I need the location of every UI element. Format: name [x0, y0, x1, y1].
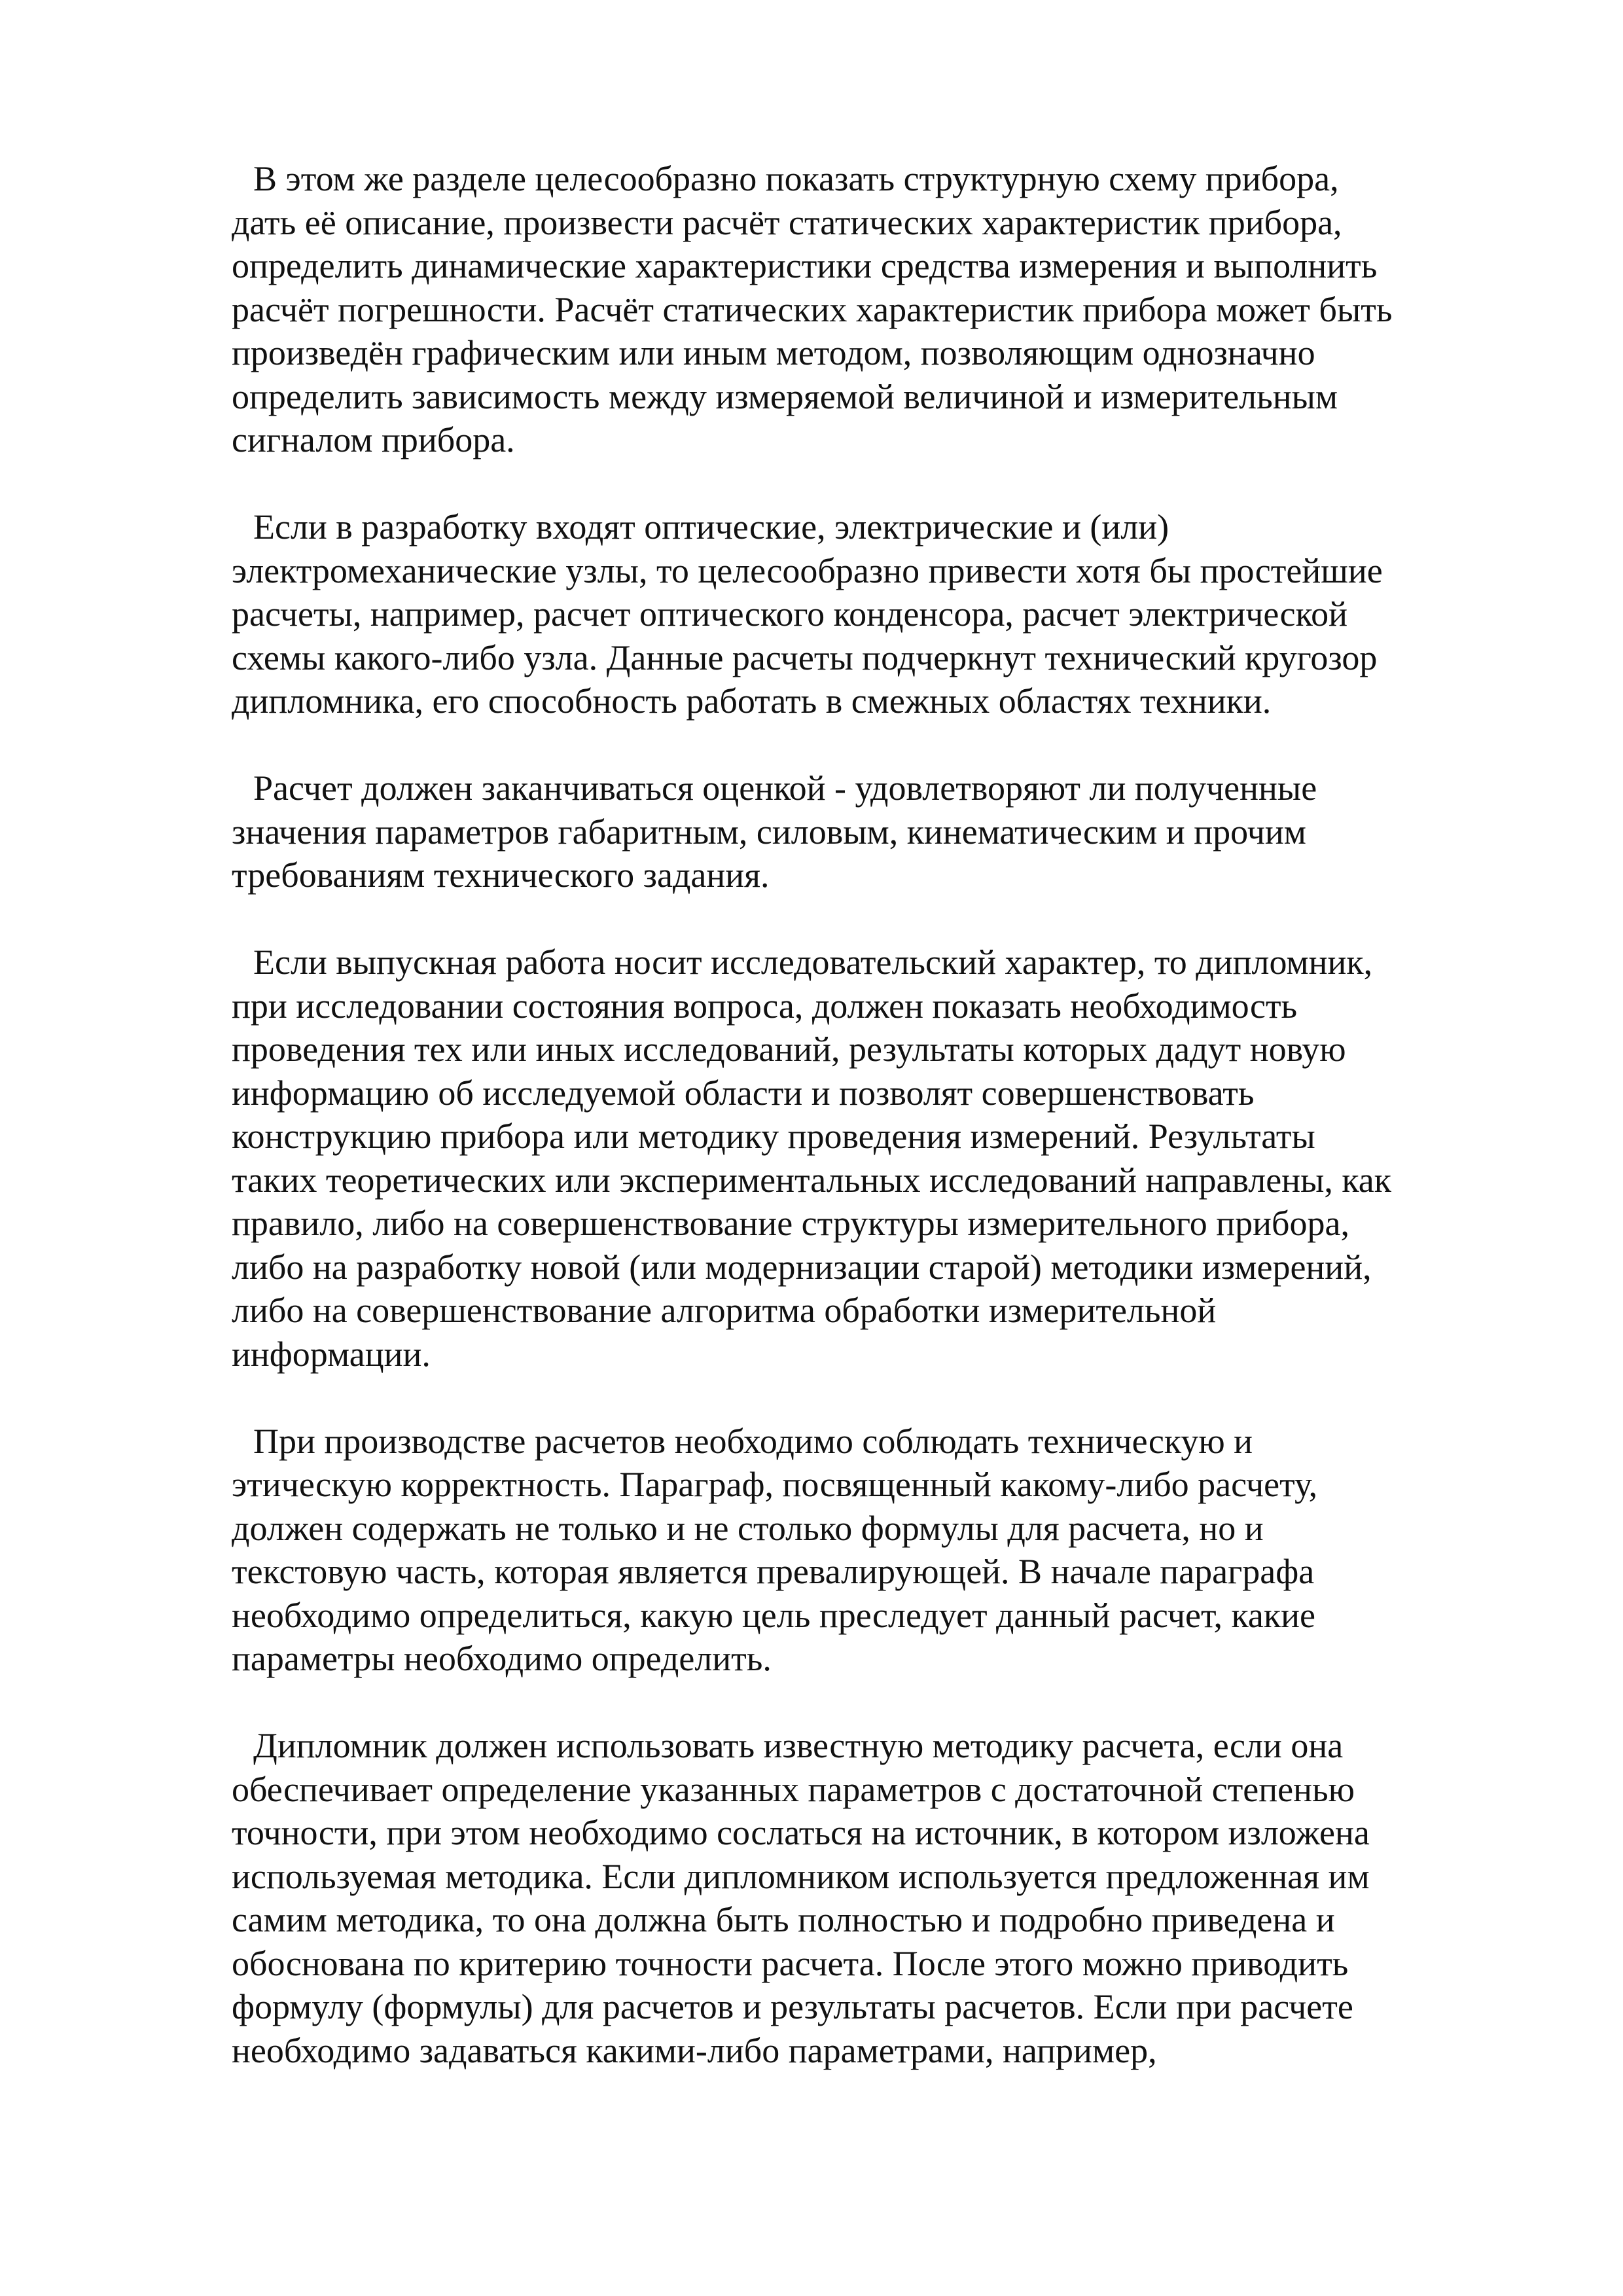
paragraph-line: используемая методика. Если дипломником используется предложенная им	[232, 1856, 1370, 1896]
paragraph-line: Если выпускная работа носит исследовательский характер, то дипломник,	[253, 942, 1373, 982]
document-body	[232, 157, 1488, 2116]
paragraph-line: обеспечивает определение указанных параметров с достаточной степенью	[232, 1769, 1355, 1809]
paragraph-research-character	[232, 941, 1488, 1376]
paragraph-line: проведения тех или иных исследований, результаты которых дадут новую	[232, 1030, 1346, 1069]
paragraph-calculation-correctness	[232, 1420, 1488, 1681]
paragraph-line: либо на совершенствование алгоритма обработки измерительной	[232, 1291, 1217, 1330]
paragraph-line: информации.	[232, 1334, 431, 1374]
paragraph-line: таких теоретических или экспериментальных исследований направлены, как	[232, 1160, 1391, 1200]
paragraph-line: дать её описание, произвести расчёт статических характеристик прибора,	[232, 202, 1342, 242]
paragraph-line: формулу (формулы) для расчетов и результаты расчетов. Если при расчете	[232, 1987, 1353, 2026]
paragraph-line: схемы какого-либо узла. Данные расчеты подчеркнут технический кругозор	[232, 637, 1378, 677]
paragraph-line: Дипломник должен использовать известную методику расчета, если она	[253, 1726, 1344, 1765]
paragraph-line: текстовую часть, которая является превалирующей. В начале параграфа	[232, 1552, 1315, 1591]
paragraph-line: сигналом прибора.	[232, 420, 515, 459]
paragraph-line: параметры необходимо определить.	[232, 1639, 772, 1678]
paragraph-structural-scheme	[232, 157, 1488, 462]
paragraph-line: расчёт погрешности. Расчёт статических характеристик прибора может быть	[232, 289, 1393, 329]
paragraph-line: расчеты, например, расчет оптического конденсора, расчет электрической	[232, 594, 1348, 634]
paragraph-calculation-evaluation	[232, 766, 1488, 897]
paragraph-line: Если в разработку входят оптические, электрические и (или)	[253, 507, 1169, 547]
paragraph-line: дипломника, его способность работать в смежных областях техники.	[232, 681, 1272, 721]
paragraph-line: конструкцию прибора или методику проведения измерений. Результаты	[232, 1117, 1315, 1156]
paragraph-line: значения параметров габаритным, силовым, кинематическим и прочим	[232, 812, 1306, 852]
paragraph-line: требованиям технического задания.	[232, 855, 770, 895]
paragraph-line: при исследовании состояния вопроса, должен показать необходимость	[232, 986, 1298, 1026]
paragraph-line: должен содержать не только и не столько формулы для расчета, но и	[232, 1508, 1264, 1548]
paragraph-line: необходимо определиться, какую цель преследует данный расчет, какие	[232, 1595, 1315, 1635]
paragraph-line: В этом же разделе целесообразно показать структурную схему прибора,	[253, 159, 1339, 198]
paragraph-line: самим методика, то она должна быть полностью и подробно приведена и	[232, 1900, 1335, 1939]
paragraph-calculation-method	[232, 1724, 1488, 2072]
paragraph-line: При производстве расчетов необходимо соблюдать техническую и	[253, 1421, 1253, 1461]
paragraph-line: обоснована по критерию точности расчета. После этого можно приводить	[232, 1943, 1349, 1983]
paragraph-line: определить динамические характеристики средства измерения и выполнить	[232, 246, 1378, 285]
paragraph-line: этическую корректность. Параграф, посвященный какому-либо расчету,	[232, 1465, 1318, 1504]
paragraph-optical-electrical	[232, 505, 1488, 723]
paragraph-line: необходимо задаваться какими-либо параметрами, например,	[232, 2030, 1157, 2070]
paragraph-line: информацию об исследуемой области и позволят совершенствовать	[232, 1073, 1255, 1113]
paragraph-line: правило, либо на совершенствование структуры измерительного прибора,	[232, 1204, 1349, 1243]
paragraph-line: определить зависимость между измеряемой величиной и измерительным	[232, 376, 1338, 416]
paragraph-line: либо на разработку новой (или модернизации старой) методики измерений,	[232, 1247, 1372, 1287]
paragraph-line: точности, при этом необходимо сослаться на источник, в котором изложена	[232, 1813, 1370, 1852]
paragraph-line: электромеханические узлы, то целесообразно привести хотя бы простейшие	[232, 550, 1383, 590]
paragraph-line: Расчет должен заканчиваться оценкой - удовлетворяют ли полученные	[253, 768, 1317, 808]
paragraph-line: произведён графическим или иным методом, позволяющим однозначно	[232, 333, 1315, 372]
